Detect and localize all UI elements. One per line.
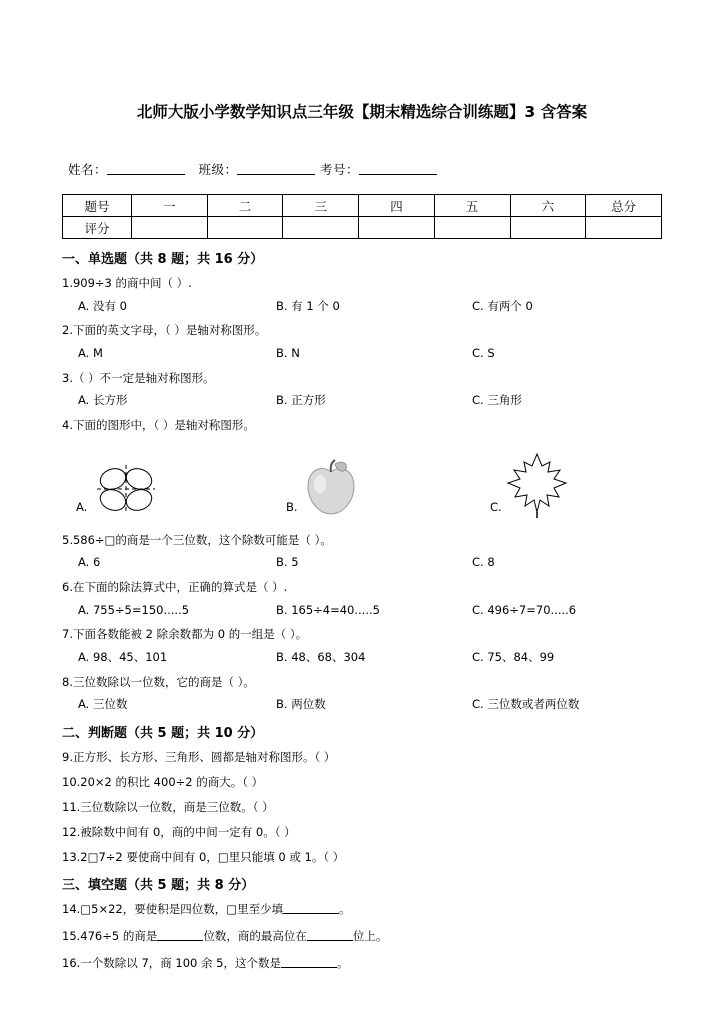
score-cell — [586, 217, 662, 239]
question-15-tail: 位上。 — [352, 929, 388, 944]
name-blank — [107, 162, 185, 175]
student-info-line — [62, 160, 662, 178]
question-3: 3.（ ）不一定是轴对称图形。 — [62, 370, 215, 385]
figure-option-b — [286, 458, 490, 518]
answer-blank — [283, 902, 339, 914]
option-a: A. M — [78, 346, 103, 361]
score-col-4: 五 — [434, 195, 510, 217]
figure-option-a — [76, 462, 286, 518]
score-col-6: 总分 — [586, 195, 662, 217]
option-b: B. 有 1 个 0 — [276, 298, 340, 313]
exam-label: 考号： — [319, 162, 359, 177]
question-8: 8.三位数除以一位数，它的商是（ ）。 — [62, 674, 255, 689]
name-label: 姓名： — [68, 162, 108, 177]
score-row-label-0: 题号 — [63, 195, 132, 217]
question-15 — [62, 928, 662, 944]
butterfly-figure-icon — [91, 462, 161, 518]
option-a: A. 6 — [78, 555, 101, 570]
section-heading-fill: 三、填空题（共 5 题；共 8 分） — [62, 878, 255, 894]
score-table — [62, 194, 662, 239]
option-c: C. 8 — [472, 555, 495, 570]
option-c: C. 三角形 — [472, 393, 522, 408]
question-5-options — [62, 554, 662, 571]
option-a: A. 98、45、101 — [78, 650, 168, 665]
question-15-mid: 位数，商的最高位在 — [203, 929, 307, 944]
option-a: A. 三位数 — [78, 697, 128, 712]
question-2-options — [62, 345, 662, 362]
score-col-3: 四 — [359, 195, 435, 217]
question-7: 7.下面各数能被 2 除余数都为 0 的一组是（ ）。 — [62, 627, 308, 642]
section-heading-choice: 一、单选题（共 8 题；共 16 分） — [62, 252, 264, 267]
option-b-label: B. — [286, 499, 298, 514]
exam-blank — [359, 162, 437, 175]
option-a: A. 755÷5=150.....5 — [78, 602, 190, 617]
question-2: 2.下面的英文字母，（ ）是轴对称图形。 — [62, 323, 267, 338]
apple-figure-icon — [302, 458, 360, 518]
question-14-text: 14.□5×22，要使积是四位数，□里至少填 — [62, 902, 284, 917]
score-cell — [359, 217, 435, 239]
question-3-options — [62, 392, 662, 409]
score-cell — [132, 217, 208, 239]
option-a-label: A. — [76, 499, 88, 514]
question-9: 9.正方形、长方形、三角形、圆都是轴对称图形。（ ） — [62, 750, 336, 765]
question-11: 11.三位数除以一位数，商是三位数。（ ） — [62, 800, 274, 815]
score-col-5: 六 — [510, 195, 586, 217]
option-b: B. 正方形 — [276, 393, 326, 408]
question-14 — [62, 901, 662, 917]
question-6-options — [62, 602, 662, 619]
section-heading-truefalse: 二、判断题（共 5 题；共 10 分） — [62, 726, 264, 742]
question-16-text: 16.一个数除以 7，商 100 余 5，这个数是 — [62, 956, 281, 971]
question-4: 4.下面的图形中，（ ）是轴对称图形。 — [62, 418, 255, 433]
figure-option-c — [490, 452, 640, 518]
answer-blank — [281, 956, 337, 968]
score-col-0: 一 — [132, 195, 208, 217]
question-1: 1.909÷3 的商中间（ ）. — [62, 276, 192, 290]
answer-blank — [157, 929, 203, 941]
question-14-tail: 。 — [339, 902, 351, 917]
question-12: 12.被除数中间有 0，商的中间一定有 0。（ ） — [62, 825, 296, 840]
class-label: 班级： — [198, 162, 238, 177]
option-c: C. 75、84、99 — [472, 650, 555, 665]
score-cell — [283, 217, 359, 239]
option-a: A. 长方形 — [78, 393, 128, 408]
option-c: C. 三位数或者两位数 — [472, 697, 580, 712]
score-cell — [510, 217, 586, 239]
option-c-label: C. — [490, 499, 502, 514]
score-cell — [207, 217, 283, 239]
question-15-text: 15.476÷5 的商是 — [62, 929, 158, 944]
option-b: B. 48、68、304 — [276, 650, 366, 665]
question-10: 10.20×2 的积比 400÷2 的商大。（ ） — [62, 775, 264, 790]
question-8-options — [62, 696, 662, 713]
option-a: A. 没有 0 — [78, 298, 127, 313]
question-4-figures — [62, 442, 662, 518]
question-5: 5.586÷□的商是一个三位数，这个除数可能是（ ）。 — [62, 532, 332, 547]
option-c: C. S — [472, 346, 495, 361]
page-title: 北师大版小学数学知识点三年级【期末精选综合训练题】3 含答案 — [136, 103, 588, 121]
answer-blank — [307, 929, 353, 941]
question-16 — [62, 955, 662, 971]
question-16-tail: 。 — [337, 956, 349, 971]
option-b: B. 165÷4=40.....5 — [276, 602, 380, 617]
option-c: C. 有两个 0 — [472, 298, 533, 313]
maple-leaf-figure-icon — [506, 452, 568, 518]
question-13: 13.2□7÷2 要使商中间有 0，□里只能填 0 或 1。（ ） — [62, 850, 345, 865]
option-b: B. N — [276, 346, 300, 361]
class-blank — [237, 162, 315, 175]
question-6: 6.在下面的除法算式中，正确的算式是（ ）. — [62, 580, 288, 595]
table-row — [63, 217, 662, 239]
score-col-1: 二 — [207, 195, 283, 217]
question-7-options — [62, 649, 662, 666]
option-c: C. 496÷7=70.....6 — [472, 602, 577, 617]
option-b: B. 两位数 — [276, 697, 326, 712]
option-b: B. 5 — [276, 555, 299, 570]
question-1-options — [62, 298, 662, 315]
score-col-2: 三 — [283, 195, 359, 217]
score-cell — [434, 217, 510, 239]
score-row-label-1: 评分 — [63, 217, 132, 239]
table-row — [63, 195, 662, 217]
